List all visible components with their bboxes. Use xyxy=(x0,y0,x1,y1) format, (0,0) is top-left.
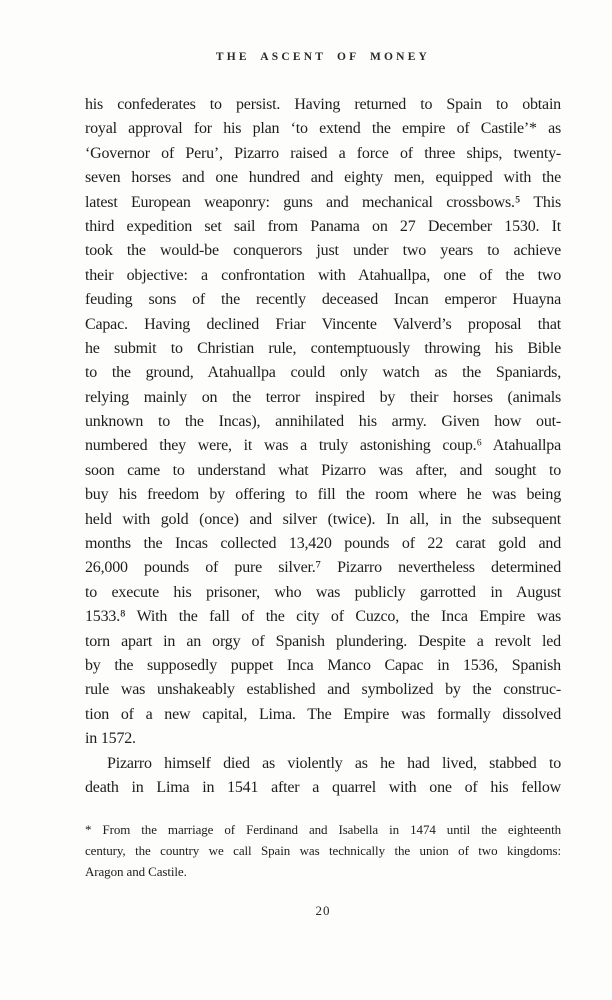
footnote xyxy=(85,819,561,882)
text-line: Pizarro himself died as violently as he had lived, stabbed to xyxy=(107,754,561,772)
text-line: soon came to understand what Pizarro was after, and sought to xyxy=(85,461,561,479)
text-line: latest European weaponry: guns and mechanical crossbows.⁵ This xyxy=(85,193,561,211)
text-line: Capac. Having declined Friar Vincente Valverd’s proposal that xyxy=(85,315,561,333)
text-line: relying mainly on the terror inspired by their horses (animals xyxy=(85,388,561,406)
text-line: held with gold (once) and silver (twice). In all, in the subsequent xyxy=(85,510,561,528)
page-number: 20 xyxy=(315,903,331,918)
text-line: unknown to the Incas), annihilated his army. Given how out- xyxy=(85,413,561,431)
paragraph xyxy=(85,752,561,801)
text-line: by the supposedly puppet Inca Manco Capac in 1536, Spanish xyxy=(85,656,561,674)
text-line: months the Incas collected 13,420 pounds of 22 carat gold and xyxy=(85,535,561,553)
text-line: 1533.⁸ With the fall of the city of Cuzco, the Inca Empire was xyxy=(85,608,561,626)
text-line: buy his freedom by offering to fill the room where he was being xyxy=(85,486,561,504)
text-line: Aragon and Castile. xyxy=(85,864,187,879)
text-line: torn apart in an orgy of Spanish plundering. Despite a revolt led xyxy=(85,632,561,650)
body-text xyxy=(85,93,561,800)
text-line: seven horses and one hundred and eighty men, equipped with the xyxy=(85,169,561,187)
text-line: in 1572. xyxy=(85,730,136,748)
text-line: 26,000 pounds of pure silver.⁷ Pizarro nevertheless determined xyxy=(85,559,561,577)
text-line: rule was unshakeably established and symbolized by the construc- xyxy=(85,681,561,699)
text-line: his confederates to persist. Having returned to Spain to obtain xyxy=(85,96,561,113)
text-line: numbered they were, it was a truly astonishing coup.⁶ Atahuallpa xyxy=(85,437,561,455)
text-line: century, the country we call Spain was technically the union of two kingdoms: xyxy=(85,843,561,858)
text-line: third expedition set sail from Panama on 27 December 1530. It xyxy=(85,217,561,235)
paragraph xyxy=(85,93,561,752)
text-line: he submit to Christian rule, contemptuously throwing his Bible xyxy=(85,339,561,357)
text-line: tion of a new capital, Lima. The Empire was formally dissolved xyxy=(85,705,561,723)
text-line: feuding sons of the recently deceased Incan emperor Huayna xyxy=(85,291,561,309)
text-line: to the ground, Atahuallpa could only watch as the Spaniards, xyxy=(85,364,561,382)
text-line: * From the marriage of Ferdinand and Isabella in 1474 until the eighteenth xyxy=(85,822,561,837)
text-line: death in Lima in 1541 after a quarrel with one of his fellow xyxy=(85,778,561,796)
text-line: took the would-be conquerors just under two years to achieve xyxy=(85,242,561,260)
text-line: their objective: a confrontation with Atahuallpa, one of the two xyxy=(85,266,561,284)
text-line: ‘Governor of Peru’, Pizarro raised a force of three ships, twenty- xyxy=(85,144,561,162)
text-line: to execute his prisoner, who was publicly garrotted in August xyxy=(85,583,561,601)
paragraph xyxy=(85,819,561,882)
text-line: royal approval for his plan ‘to extend the empire of Castile’* as xyxy=(85,120,561,138)
running-header: THE ASCENT OF MONEY xyxy=(215,51,431,63)
